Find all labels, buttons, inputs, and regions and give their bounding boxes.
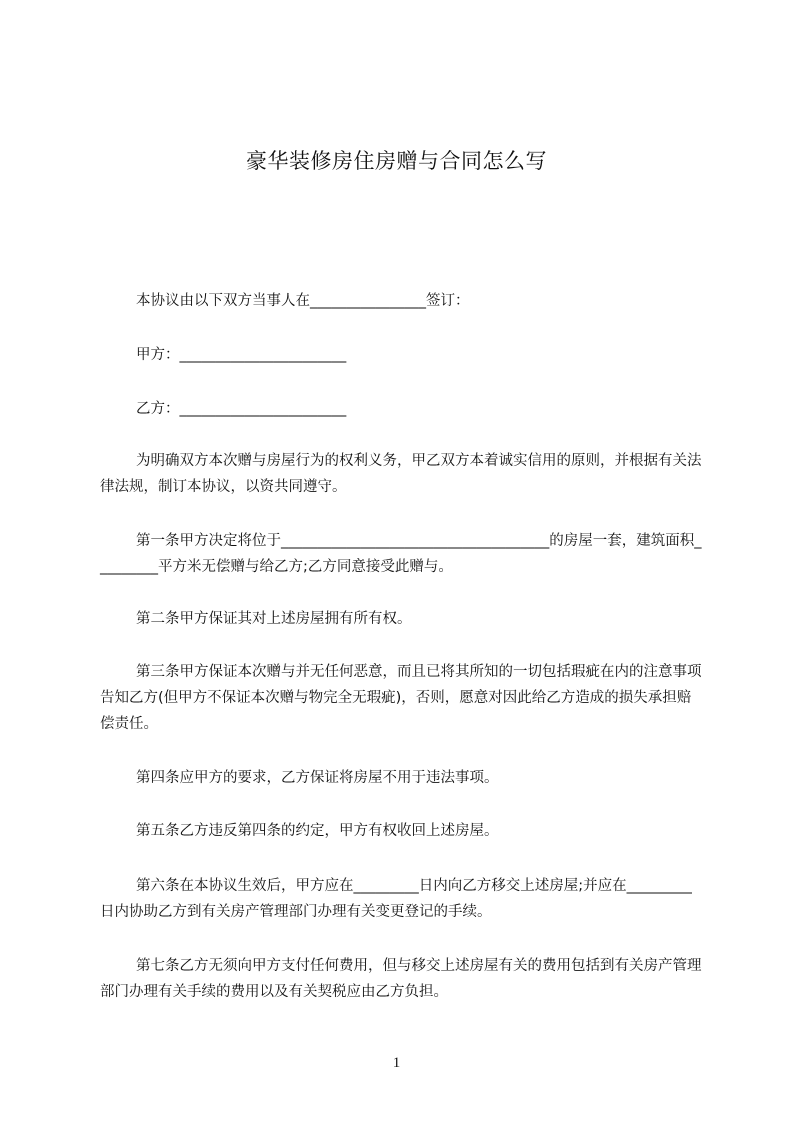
document-title: 豪华装修房住房赠与合同怎么写 <box>246 149 547 173</box>
paragraph-party-a: 甲方：_______________________ <box>136 347 347 363</box>
paragraph-purpose: 为明确双方本次赠与房屋行为的权利义务，甲乙双方本着诚实信用的原则，并根据有关法律法规，制订本协议，以资共同遵守。 <box>100 453 702 495</box>
paragraph-article-2: 第二条甲方保证其对上述房屋拥有所有权。 <box>136 611 412 627</box>
paragraph-article-3: 第三条甲方保证本次赠与并无任何恶意，而且已将其所知的一切包括瑕疵在内的注意事项告知乙方(但甲方不保证本次赠与物完全无瑕疵)，否则，愿意对因此给乙方造成的损失承担赔偿责任。 <box>100 664 702 732</box>
paragraph-article-7: 第七条乙方无须向甲方支付任何费用，但与移交上述房屋有关的费用包括到有关房产管理部门办理有关手续的费用以及有关契税应由乙方负担。 <box>100 958 702 1000</box>
paragraph-intro: 本协议由以下双方当事人在________________签订： <box>136 293 470 309</box>
paragraph-article-6: 第六条在本协议生效后，甲方应在_________日内向乙方移交上述房屋;并应在_________日内协助乙方到有关房产管理部门办理有关变更登记的手续。 <box>100 878 692 920</box>
paragraph-article-4: 第四条应甲方的要求，乙方保证将房屋不用于违法事项。 <box>136 770 499 786</box>
page-number: 1 <box>392 1055 401 1071</box>
paragraph-article-5: 第五条乙方违反第四条的约定，甲方有权收回上述房屋。 <box>136 823 499 839</box>
paragraph-party-b: 乙方：_______________________ <box>136 401 347 417</box>
paragraph-article-1: 第一条甲方决定将位于_____________________________________的房屋一套，建筑面积_________平方米无偿赠与给乙方;乙方同意接受此赠与。 <box>100 533 702 575</box>
